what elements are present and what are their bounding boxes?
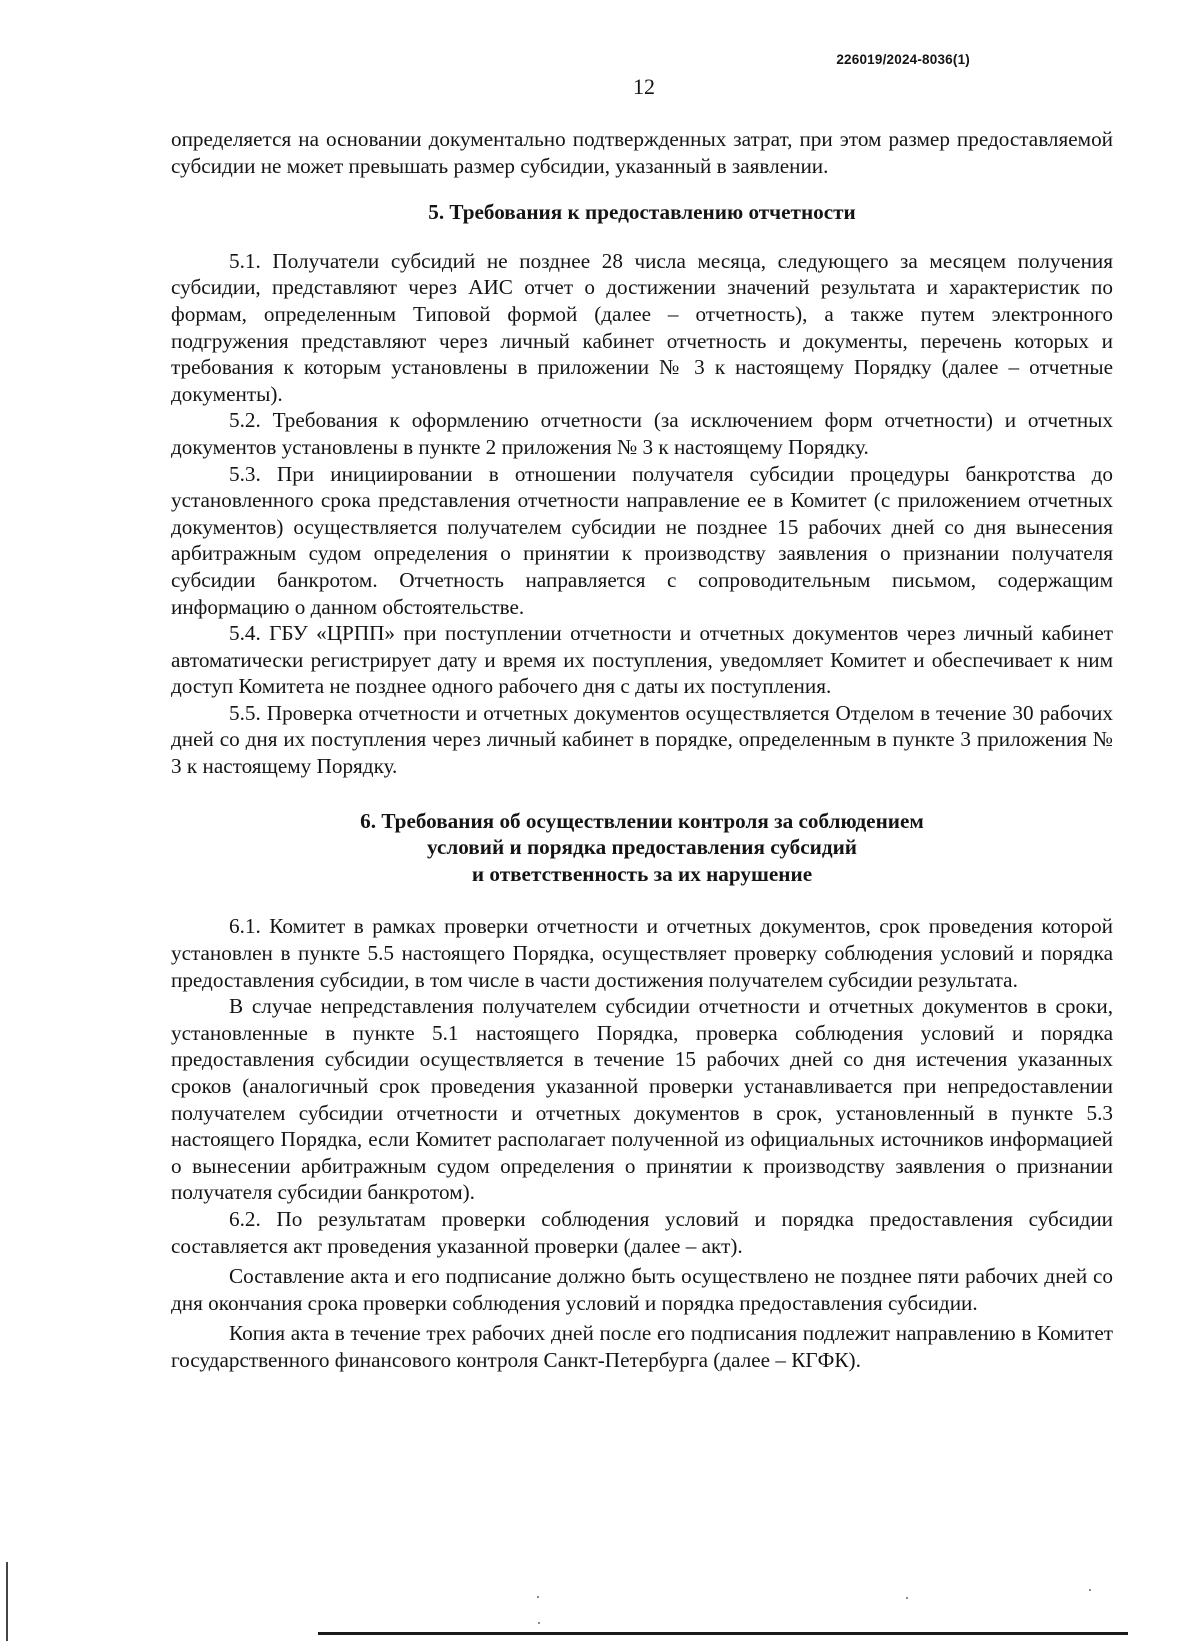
scan-edge-mark — [6, 1562, 8, 1641]
intro-paragraph: определяется на основании документально подтвержденных затрат, при этом размер предоставляемой субсидии не может превышать размер субсидии, указанный в заявлении. — [171, 127, 1113, 178]
section-6-heading-line-3: и ответственность за их нарушение — [471, 861, 813, 886]
document-body — [171, 126, 1113, 1374]
paragraph-5-5: 5.5. Проверка отчетности и отчетных документов осуществляется Отделом в течение 30 рабочих дней со дня их поступления через личный кабинет в порядке, определенным в пункте 3 приложения № 3 к настоящему Порядку. — [171, 700, 1113, 779]
paragraph-5-2: 5.2. Требования к оформлению отчетности (за исключением форм отчетности) и отчетных документов установлены в пункте 2 приложения № 3 к настоящему Порядку. — [171, 408, 1113, 459]
paragraph-6-2: 6.2. По результатам проверки соблюдения условий и порядка предоставления субсидии составляется акт проведения указанной проверки (далее – акт). — [171, 1206, 1113, 1258]
scan-bottom-rule — [318, 1632, 1128, 1635]
document-registration-number: 226019/2024-8036(1) — [836, 52, 970, 67]
paragraph-6-2-act-signing: Составление акта и его подписание должно быть осуществлено не позднее пяти рабочих дней со дня окончания срока проверки соблюдения условий и порядка предоставления субсидии. — [171, 1264, 1113, 1315]
paragraph-6-1-continued: В случае непредставления получателем субсидии отчетности и отчетных документов в сроки, установленные в пункте 5.1 настоящего Порядка, проверка соблюдения условий и порядка предоставления субсидии осуществляется в течение 15 рабочих дней со дня истечения указанных сроков (аналогичный срок проведения указанной проверки устанавливается при непредоставлении получателем субсидии отчетности и отчетных документов в срок, установленный в пункте 5.3 настоящего Порядка, если Комитет располагает полученной из официальных источников информацией о вынесении арбитражным судом определения о принятии к производству заявления о признании получателя субсидии банкротом). — [171, 994, 1113, 1205]
scan-speck — [1089, 1589, 1091, 1591]
section-6-heading-line-1: 6. Требования об осуществлении контроля за соблюдением — [360, 808, 924, 833]
scan-speck — [537, 1596, 539, 1598]
section-6-heading — [171, 808, 1113, 888]
section-6-heading-line-2: условий и порядка предоставления субсидий — [427, 835, 857, 860]
page-number: 12 — [633, 74, 655, 99]
paragraph-6-1: 6.1. Комитет в рамках проверки отчетности и отчетных документов, срок проведения которой установлен в пункте 5.5 настоящего Порядка, осуществляет проверку соблюдения условий и порядка предоставления субсидии, в том числе в части достижения получателем субсидии результата. — [171, 914, 1113, 992]
section-5-heading: 5. Требования к предоставлению отчетности — [428, 200, 856, 225]
scan-speck — [906, 1597, 908, 1599]
paragraph-5-4: 5.4. ГБУ «ЦРПП» при поступлении отчетности и отчетных документов через личный кабинет автоматически регистрирует дату и время их поступления, уведомляет Комитет и обеспечивает к ним доступ Комитета не позднее одного рабочего дня с даты их поступления. — [171, 621, 1113, 699]
scan-speck — [538, 1622, 540, 1624]
paragraph-5-3: 5.3. При инициировании в отношении получателя субсидии процедуры банкротства до установленного срока представления отчетности направление ее в Комитет (с приложением отчетных документов) осуществляется получателем субсидии не позднее 15 рабочих дней со дня вынесения арбитражным судом определения о принятии к производству заявления о признании получателя субсидии банкротом. Отчетность направляется с сопроводительным письмом, содержащим информацию о данном обстоятельстве. — [171, 461, 1113, 619]
paragraph-6-2-act-copy: Копия акта в течение трех рабочих дней после его подписания подлежит направлению в Комитет государственного финансового контроля Санкт-Петербурга (далее – КГФК). — [171, 1321, 1113, 1372]
paragraph-5-1: 5.1. Получатели субсидий не позднее 28 числа месяца, следующего за месяцем получения субсидии, представляют через АИС отчет о достижении значений результата и характеристик по формам, определенным Типовой формой (далее – отчетность), а также путем электронного подгружения представляют через личный кабинет отчетность и документы, перечень которых и требования к которым установлены в приложении № 3 к настоящему Порядку (далее – отчетные документы). — [171, 248, 1113, 406]
